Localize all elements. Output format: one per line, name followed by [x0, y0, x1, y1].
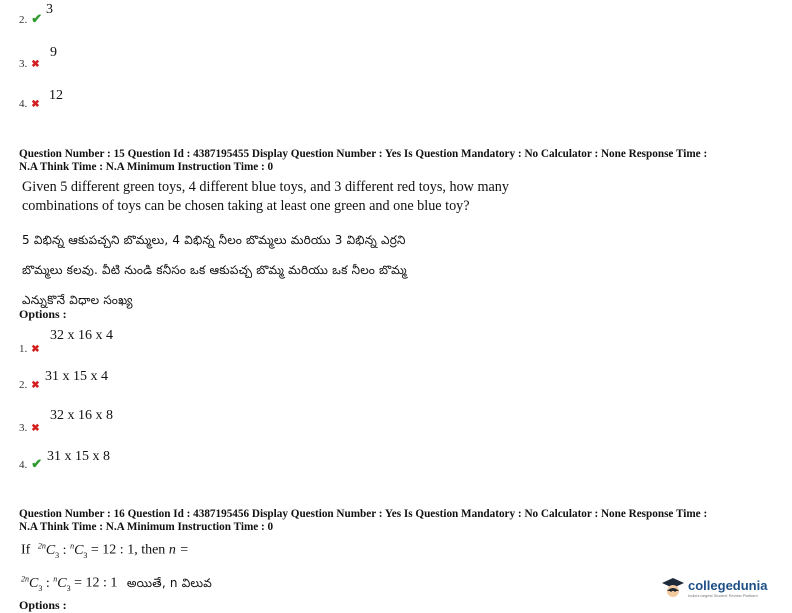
combination-expression: $^{2n}C_3$ : $^nC_3$ — [21, 574, 71, 593]
collegedunia-logo — [661, 577, 767, 599]
question-te-suffix: అయితే, n విలువ — [126, 575, 213, 590]
option-number: 4. — [19, 98, 28, 110]
option-2 — [19, 369, 108, 393]
options-label: Options : — [19, 307, 67, 321]
meta-line: Question Number : 15 Question Id : 4387195455 Display Question Number : Yes Is Question Mandatory : No Calculator : None Response Time : — [19, 148, 708, 160]
option-number: 3. — [19, 422, 28, 434]
option-number: 4. — [19, 459, 28, 471]
option-1 — [19, 328, 113, 357]
option-text: 32 x 16 x 8 — [50, 408, 113, 423]
option-number: 2. — [19, 14, 28, 26]
question-15-text-en — [22, 178, 582, 216]
option-number: 1. — [19, 343, 28, 355]
options-label: Options : — [19, 598, 67, 612]
meta-line: N.A Think Time : N.A Minimum Instruction Time : 0 — [19, 161, 274, 173]
variable-n: n = — [168, 542, 189, 558]
cross-icon: ✖ — [31, 59, 40, 70]
prev-option-4 — [19, 88, 63, 112]
ratio: = 12 : 1 — [90, 542, 135, 558]
question-16-meta — [19, 508, 779, 534]
cross-icon: ✖ — [31, 380, 40, 391]
option-text: 3 — [46, 2, 53, 17]
cross-icon: ✖ — [31, 99, 40, 110]
option-number: 2. — [19, 379, 28, 391]
question-15-meta — [19, 148, 779, 174]
option-number: 3. — [19, 58, 28, 70]
cross-icon: ✖ — [31, 344, 40, 355]
question-line: ఎన్నుకొనే విధాల సంఖ్య — [22, 293, 133, 307]
combination-expression: $^{2n}C_3$ : $^nC_3$ — [37, 541, 88, 560]
check-icon: ✔ — [31, 11, 43, 26]
question-line: Given 5 different green toys, 4 different blue toys, and 3 different red toys, how many — [22, 179, 509, 195]
meta-line: Question Number : 16 Question Id : 4387195456 Display Question Number : Yes Is Question Mandatory : No Calculator : None Response Time : — [19, 508, 708, 520]
meta-line: N.A Think Time : N.A Minimum Instruction Time : 0 — [19, 521, 274, 533]
option-4 — [19, 449, 110, 473]
question-16-text-en — [21, 541, 189, 559]
question-15-text-te — [22, 225, 582, 315]
question-prefix: If — [21, 542, 31, 558]
option-text: 9 — [50, 45, 57, 60]
logo-brand: collegedunia — [688, 578, 768, 593]
logo-tagline: India's largest Student Review Platform — [688, 593, 758, 598]
prev-option-2 — [19, 2, 53, 28]
question-line: 5 విభిన్న ఆకుపచ్చని బొమ్మలు, 4 విభిన్న నీలం బొమ్మలు మరియు 3 విభిన్న ఎర్రని — [22, 233, 406, 247]
question-line: combinations of toys can be chosen taking at least one green and one blue toy? — [22, 198, 470, 214]
graduate-icon — [661, 577, 685, 599]
option-3 — [19, 408, 113, 436]
cross-icon: ✖ — [31, 423, 40, 434]
question-suffix: , then — [134, 542, 166, 558]
option-text: 32 x 16 x 4 — [50, 328, 113, 343]
ratio: = 12 : 1 — [74, 575, 118, 591]
prev-option-3 — [19, 45, 57, 72]
question-16-text-te — [21, 574, 212, 593]
option-text: 31 x 15 x 8 — [47, 449, 110, 464]
check-icon: ✔ — [31, 456, 43, 471]
option-text: 31 x 15 x 4 — [45, 369, 108, 384]
option-text: 12 — [49, 88, 63, 103]
question-line: బొమ్మలు కలవు. వీటి నుండి కనీసం ఒక ఆకుపచ్చ బొమ్మ మరియు ఒక నీలం బొమ్మ — [22, 263, 407, 277]
